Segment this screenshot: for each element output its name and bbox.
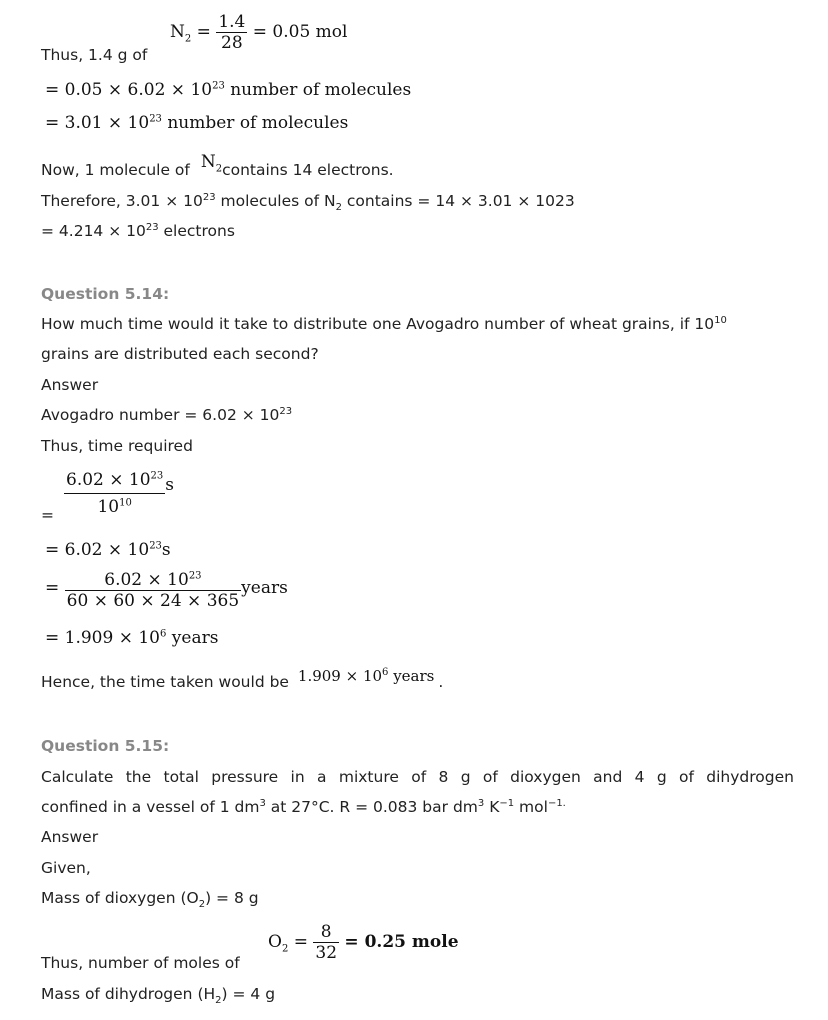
unit-seconds: s [165,475,175,495]
fraction-denominator: 32 [315,943,338,963]
fraction-numerator: $6.02 \times 10^{23}$ [104,570,202,590]
question-5-15-text-line1: Calculate the total pressure in a mixture of 8 g of dioxygen and 4 g of dihydrogen [41,768,794,786]
o2-moles-equation: $O_2$ = $\frac{8}{32}$ = 0.25 mole [268,922,459,963]
molecules-result-line: = $3.01 \times 10^{23}$ number of molecules [45,113,349,133]
answer-label: Answer [41,376,99,394]
electrons-per-molecule-line: Now, 1 molecule of $N_2contains$ 14 electrons. [41,152,394,179]
fraction-denominator: 28 [216,32,247,53]
fraction-numerator: 8 [320,922,332,942]
answer-label: Answer [41,828,99,846]
question-5-15-text-line2: confined in a vessel of 1 $dm^3$ at 27°C. R = 0.083 bar $dm^3$ $K^{-1}$ mol$^{-1.}$ [41,797,566,816]
time-required-label: Thus, time required [41,437,193,455]
moles-label: Thus, number of moles of [41,954,240,972]
molecules-calc-line: = $0.05 \times 6.02 \times 10^{23}$ number of molecules [45,80,412,100]
equation-fraction [313,922,339,963]
years-fraction [65,570,242,611]
fraction-numerator: $6.02 \times 10^{23}$ [66,470,164,490]
avogadro-number-line: Avogadro number = $6.02 \times 10^{23}$ [41,405,293,424]
equation-rhs: = 0.05 mol [252,22,348,42]
f1-equals: = [41,506,54,524]
fraction-denominator: 60 × 60 × 24 × 365 [66,591,240,611]
time-fraction [64,470,165,517]
equation-fraction [216,12,247,53]
fraction-numerator: 1.4 [218,12,246,32]
mass-dihydrogen-line: Mass of dihydrogen $(H_2) = 4$ g [41,985,276,1007]
question-5-14-text-line1: How much time would it take to distribute one Avogadro number of wheat grains, if $10^{10}$ [41,314,727,333]
question-5-14-heading: Question 5.14: [41,285,170,303]
therefore-line: Therefore, $3.01 \times 10^{23}$ molecules of $N_2$ contains = 14 × 3.01 × 1023 [41,191,575,214]
time-fraction-years: = $\frac{6.02 \times 10^{23}}{60 \times 60 \times 24 \times 365}$ years [45,570,288,611]
time-years-result: = $1.909 \times 10^6$ years [45,628,219,648]
equation-rhs: = 0.25 mole [344,932,459,952]
time-fraction-seconds [64,470,174,517]
thus-1-4g-label: Thus, 1.4 g of [41,46,148,64]
electrons-result-line: = $4.214 \times 10^{23}$ electrons [41,221,235,240]
hence-value: $1.909 \times 10^6$ years [297,667,435,685]
time-seconds-result: = $6.02 \times 10^{23}s$ [45,540,171,560]
unit-years: years [241,578,288,598]
n2-moles-equation: $N_2$ = $\frac{1.4}{28}$ = 0.05 mol [170,12,348,53]
n2-symbol: $N_2$ [200,152,223,175]
question-5-15-heading: Question 5.15: [41,737,170,755]
given-label: Given, [41,859,91,877]
mass-dioxygen-line: Mass of dioxygen $(O_2) = 8$ g [41,889,259,911]
hence-line: Hence, the time taken would be $1.909 \times 10^6$ years . [41,667,444,691]
fraction-denominator: $10^{10}$ [64,493,165,517]
question-5-14-text-line2: grains are distributed each second? [41,345,319,363]
equation-lhs: $N_2$ [170,22,192,45]
equation-lhs: $O_2$ [268,932,289,955]
